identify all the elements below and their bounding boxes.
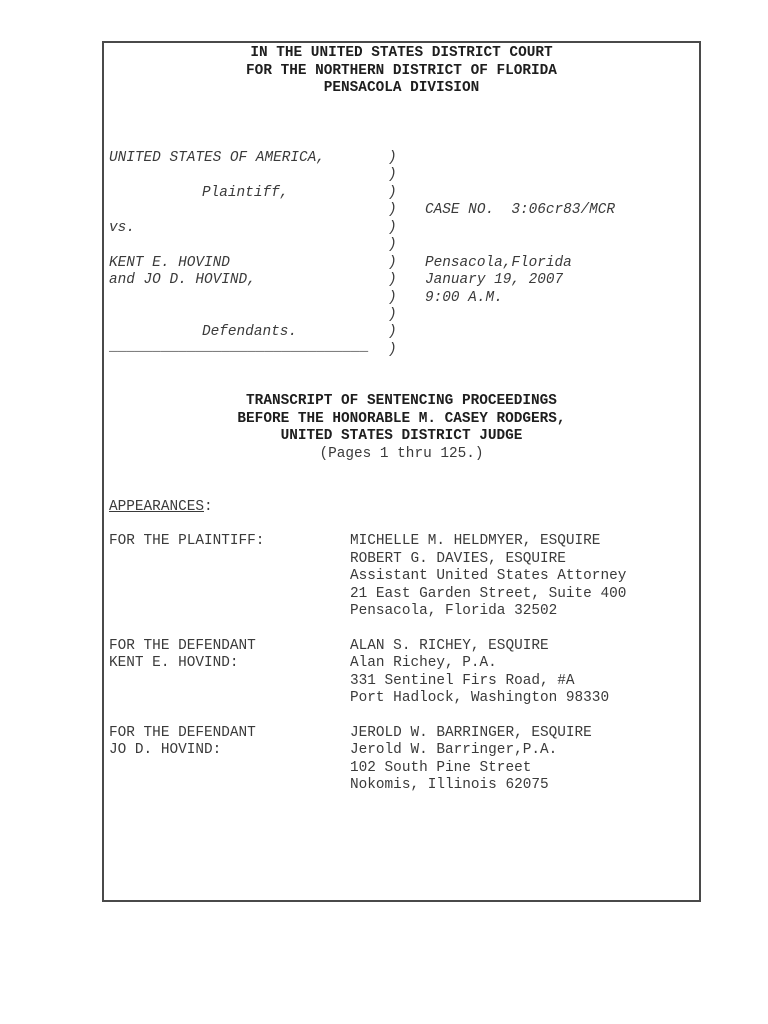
appearance-line: Alan Richey, P.A. xyxy=(350,655,497,671)
appearances-heading-text: APPEARANCES xyxy=(109,499,204,515)
appearance-line: ALAN S. RICHEY, ESQUIRE xyxy=(350,638,549,654)
plaintiff-role: Plaintiff, xyxy=(202,185,289,201)
caption-paren: ) xyxy=(388,202,397,218)
transcript-title: TRANSCRIPT OF SENTENCING PROCEEDINGS xyxy=(246,393,557,409)
transcript-pages: (Pages 1 thru 125.) xyxy=(319,446,484,462)
appearance-label: FOR THE PLAINTIFF: xyxy=(109,533,265,549)
caption-paren: ) xyxy=(388,220,397,236)
court-name: IN THE UNITED STATES DISTRICT COURT xyxy=(250,45,553,61)
appearance-label: FOR THE DEFENDANT xyxy=(109,725,256,741)
versus: vs. xyxy=(109,220,135,236)
appearance-line: MICHELLE M. HELDMYER, ESQUIRE xyxy=(350,533,601,549)
appearance-label: KENT E. HOVIND: xyxy=(109,655,239,671)
transcript-judge-title: UNITED STATES DISTRICT JUDGE xyxy=(280,428,523,444)
court-division: PENSACOLA DIVISION xyxy=(323,80,480,96)
appearance-line: 331 Sentinel Firs Road, #A xyxy=(350,673,575,689)
appearance-label: FOR THE DEFENDANT xyxy=(109,638,256,654)
court-district: FOR THE NORTHERN DISTRICT OF FLORIDA xyxy=(246,63,557,79)
caption-rule: ______________________________ xyxy=(109,339,369,355)
plaintiff-party: UNITED STATES OF AMERICA, xyxy=(109,150,325,166)
caption-paren: ) xyxy=(388,342,397,358)
appearance-line: 102 South Pine Street xyxy=(350,760,532,776)
appearance-line: Jerold W. Barringer,P.A. xyxy=(350,742,558,758)
hearing-time: 9:00 A.M. xyxy=(425,290,503,306)
defendant-role: Defendants. xyxy=(202,324,297,340)
appearance-line: ROBERT G. DAVIES, ESQUIRE xyxy=(350,551,566,567)
appearance-line: 21 East Garden Street, Suite 400 xyxy=(350,586,627,602)
caption-paren: ) xyxy=(388,255,397,271)
appearance-line: JEROLD W. BARRINGER, ESQUIRE xyxy=(350,725,592,741)
appearance-line: Assistant United States Attorney xyxy=(350,568,627,584)
caption-paren: ) xyxy=(388,185,397,201)
hearing-location: Pensacola,Florida xyxy=(425,255,572,271)
case-number: CASE NO. 3:06cr83/MCR xyxy=(425,202,615,218)
appearance-line: Port Hadlock, Washington 98330 xyxy=(350,690,610,706)
appearance-line: Pensacola, Florida 32502 xyxy=(350,603,558,619)
hearing-date: January 19, 2007 xyxy=(425,272,564,288)
caption-paren: ) xyxy=(388,167,397,183)
appearance-line: Nokomis, Illinois 62075 xyxy=(350,777,549,793)
appearances-colon: : xyxy=(204,499,213,515)
appearances-heading xyxy=(109,499,213,516)
caption-paren: ) xyxy=(388,324,397,340)
transcript-judge: BEFORE THE HONORABLE M. CASEY RODGERS, xyxy=(237,411,566,427)
caption-paren: ) xyxy=(388,272,397,288)
caption-paren: ) xyxy=(388,150,397,166)
defendant-name-2: and JO D. HOVIND, xyxy=(109,272,256,288)
defendant-name-1: KENT E. HOVIND xyxy=(109,255,230,271)
caption-paren: ) xyxy=(388,290,397,306)
caption-paren: ) xyxy=(388,307,397,323)
appearance-label: JO D. HOVIND: xyxy=(109,742,222,758)
caption-paren: ) xyxy=(388,237,397,253)
